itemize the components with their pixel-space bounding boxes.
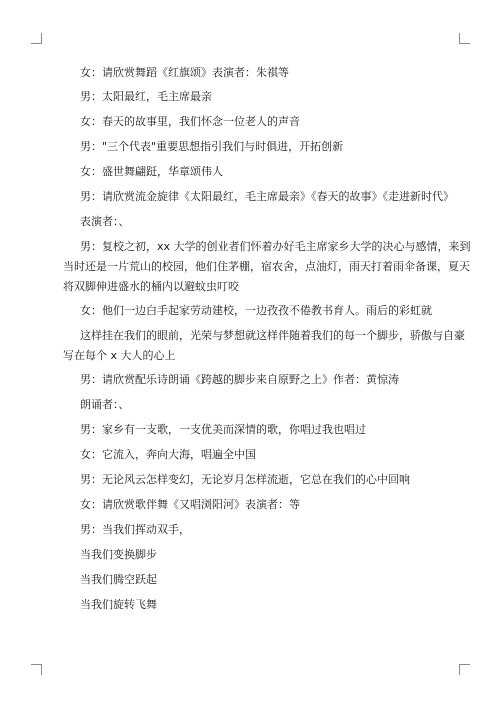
text-line-01: 女：请欣赏舞蹈《红旗颂》表演者：朱祺等 (80, 66, 289, 79)
text-line-05: 女：盛世舞翩跹，华章颂伟人 (80, 165, 223, 178)
text-line-15: 朗诵者：、 (80, 398, 130, 411)
text-line-07: 表演者：、 (80, 215, 130, 228)
text-line-11: 女：他们一边白手起家劳动建校，一边孜孜不倦教书育人。雨后的彩虹就 (80, 304, 432, 317)
crop-mark-bottom-left (31, 664, 42, 675)
text-line-20: 男：当我们挥动双手， (80, 523, 190, 536)
text-line-12: 这样挂在我们的眼前，光荣与梦想就这样伴随着我们的每一个脚步，骄傲与自豪 (80, 329, 465, 342)
crop-mark-top-right (459, 33, 470, 44)
text-line-16: 男：家乡有一支歌，一支优美而深情的歌，你唱过我也唱过 (80, 423, 366, 436)
text-line-03: 女：春天的故事里，我们怀念一位老人的声音 (80, 115, 300, 128)
text-line-13: 写在每个 x 大人的心上 (63, 349, 176, 362)
text-line-22: 当我们腾空跃起 (80, 573, 157, 586)
text-line-18: 男：无论风云怎样变幻，无论岁月怎样流逝，它总在我们的心中回响 (80, 473, 410, 486)
text-line-23: 当我们旋转飞舞 (80, 598, 157, 611)
crop-mark-top-left (31, 33, 42, 44)
text-line-19: 女：请欣赏歌伴舞《又唱浏阳河》表演者：等 (80, 498, 300, 511)
text-line-08: 男：复校之初，xx 大学的创业者们怀着办好毛主席家乡大学的决心与感情，来到 (80, 240, 471, 253)
crop-mark-bottom-right (459, 664, 470, 675)
text-line-09: 当时还是一片荒山的校园，他们住茅棚，宿农舍，点油灯，雨天打着雨伞备课，夏天 (63, 260, 470, 273)
text-line-06: 男：请欣赏流金旋律《太阳最红，毛主席最亲》《春天的故事》《走进新时代》 (80, 190, 454, 203)
text-line-17: 女：它流入，奔向大海，唱遍全中国 (80, 448, 256, 461)
text-line-10: 将双脚伸进盛水的桶内以避蚊虫叮咬 (63, 280, 239, 293)
text-line-02: 男：太阳最红，毛主席最亲 (80, 90, 212, 103)
text-line-21: 当我们变换脚步 (80, 548, 157, 561)
text-line-04: 男："三个代表"重要思想指引我们与时俱进，开拓创新 (80, 140, 344, 153)
text-line-14: 男：请欣赏配乐诗朗诵《跨越的脚步来自原野之上》作者：黄惊涛 (80, 373, 399, 386)
